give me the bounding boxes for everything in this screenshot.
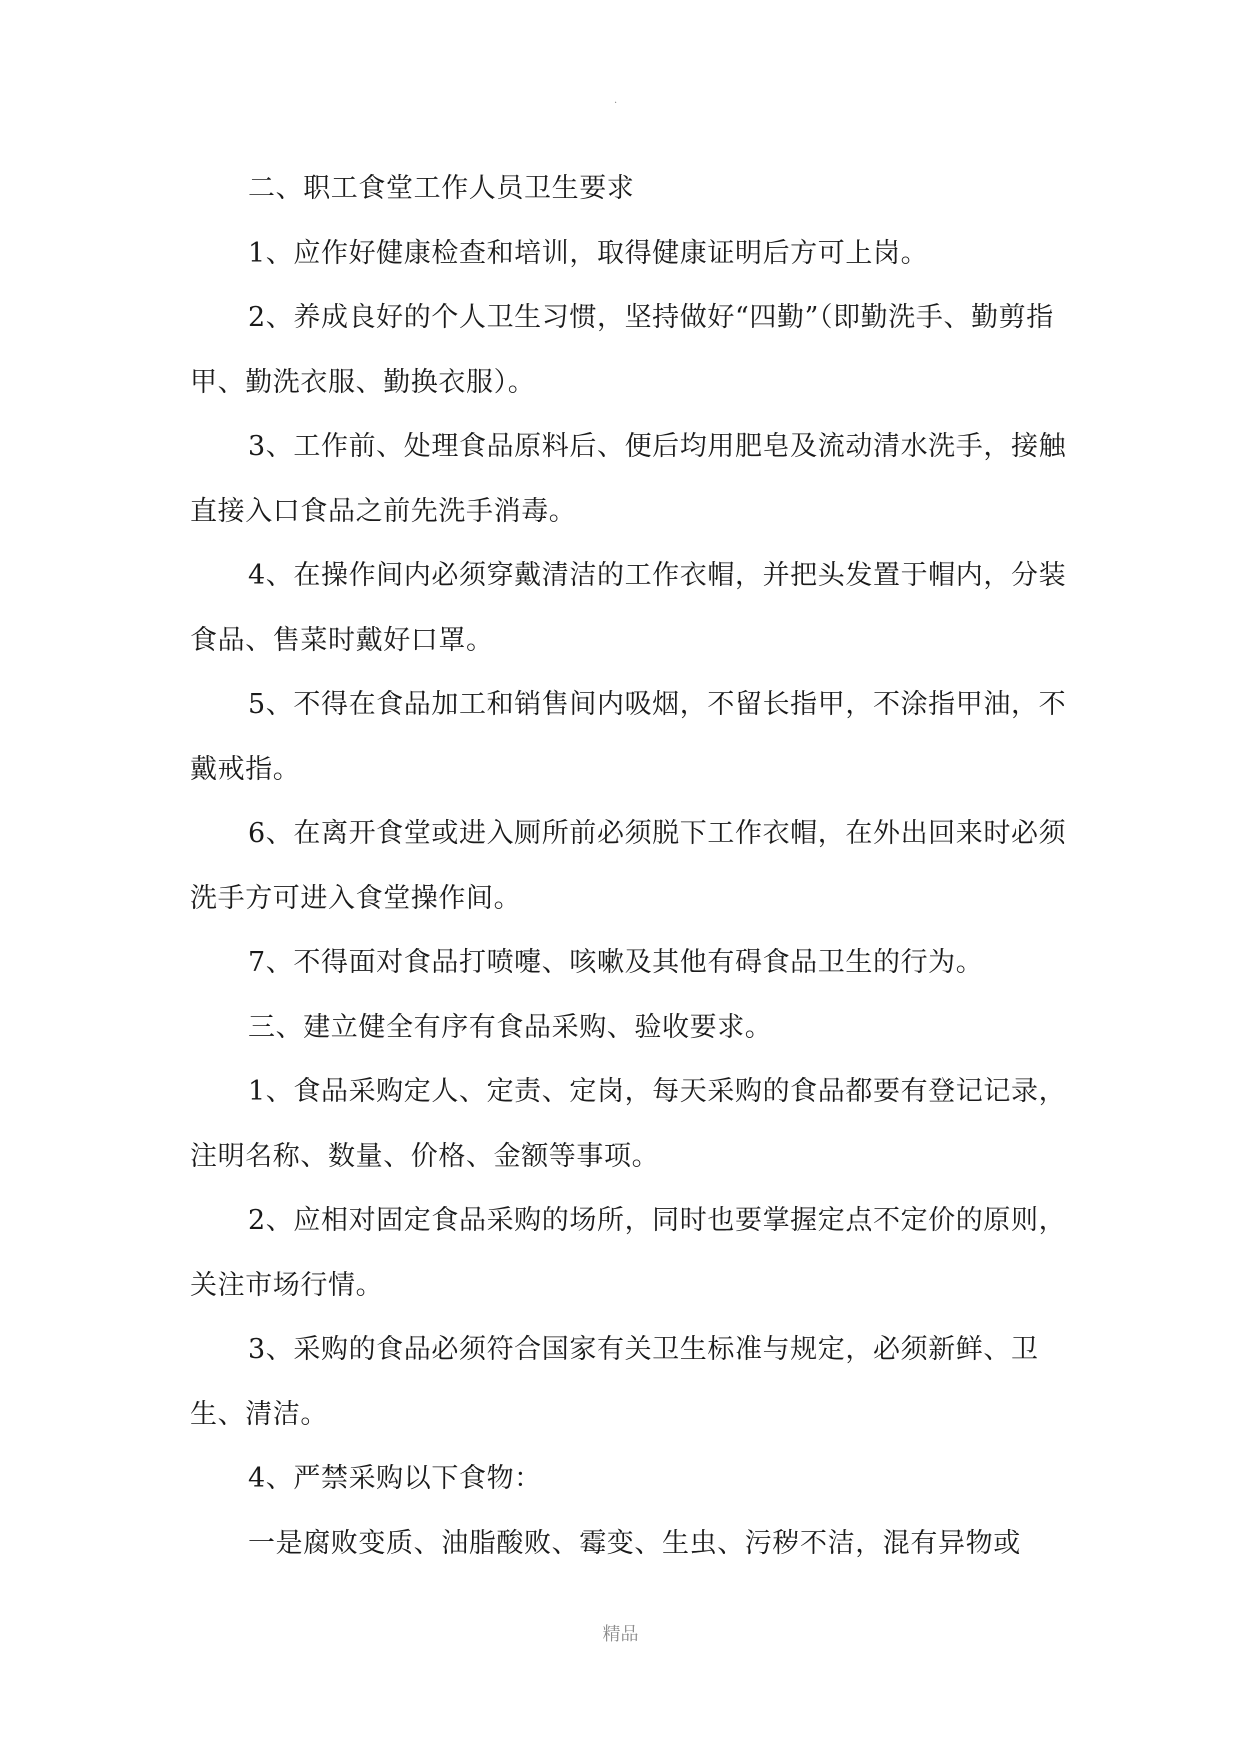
paragraph-item: 1、食品采购定人、定责、定岗，每天采购的食品都要有登记记录，注明名称、数量、价格、金额等事项。 — [190, 1076, 1067, 1172]
paragraph-item: 2、养成良好的个人卫生习惯，坚持做好“四勤”（即勤洗手、勤剪指甲、勤洗衣服、勤换衣服）。 — [190, 302, 1054, 398]
paragraph-item: 3、采购的食品必须符合国家有关卫生标准与规定，必须新鲜、卫生、清洁。 — [190, 1334, 1039, 1430]
section-heading-procurement: 三、建立健全有序有食品采购、验收要求。 — [248, 1011, 773, 1043]
paragraph-item: 5、不得在食品加工和销售间内吸烟，不留长指甲，不涂指甲油，不戴戒指。 — [190, 689, 1067, 785]
document-body — [190, 157, 1070, 1576]
paragraph-item: 2、应相对固定食品采购的场所，同时也要掌握定点不定价的原则，关注市场行情。 — [190, 1205, 1067, 1301]
paragraph-item: 3、工作前、处理食品原料后、便后均用肥皂及流动清水洗手，接触直接入口食品之前先洗手消毒。 — [190, 431, 1067, 527]
section-heading-staff-hygiene: 二、职工食堂工作人员卫生要求 — [248, 173, 635, 204]
paragraph-item: 一是腐败变质、油脂酸败、霉变、生虫、污秽不洁，混有异物或 — [248, 1527, 1021, 1559]
paragraph-item: 4、在操作间内必须穿戴清洁的工作衣帽，并把头发置于帽内，分装食品、售菜时戴好口罩。 — [190, 560, 1067, 656]
header-mark: . — [614, 95, 618, 106]
paragraph-item: 7、不得面对食品打喷嚏、咳嗽及其他有碍食品卫生的行为。 — [248, 947, 984, 978]
paragraph-item: 6、在离开食堂或进入厕所前必须脱下工作衣帽，在外出回来时必须洗手方可进入食堂操作间。 — [190, 818, 1067, 914]
paragraph-item: 1、应作好健康检查和培训，取得健康证明后方可上岗。 — [248, 237, 929, 269]
page-footer: 精品 — [602, 1624, 639, 1645]
paragraph-item: 4、严禁采购以下食物： — [248, 1463, 542, 1494]
